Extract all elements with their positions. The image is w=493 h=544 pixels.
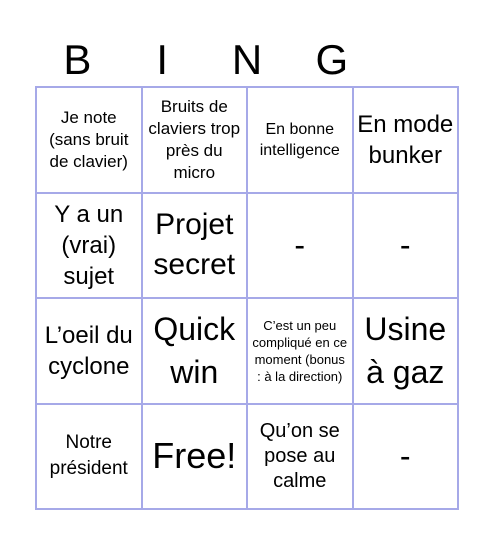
bingo-board	[35, 86, 459, 510]
bingo-cell[interactable]: Qu’on se pose au calme	[248, 405, 352, 509]
bingo-cell[interactable]: Y a un (vrai) sujet	[37, 194, 141, 298]
bingo-cell[interactable]: Quick win	[143, 299, 247, 403]
bingo-cell[interactable]: Free!	[143, 405, 247, 509]
bingo-cell[interactable]: En bonne intelligence	[248, 88, 352, 192]
bingo-cell[interactable]: L’oeil du cyclone	[37, 299, 141, 403]
bingo-cell[interactable]: Notre président	[37, 405, 141, 509]
bingo-cell[interactable]: Usine à gaz	[354, 299, 458, 403]
bingo-header	[35, 34, 459, 86]
bingo-cell[interactable]: En mode bunker	[354, 88, 458, 192]
header-letter-n: N	[231, 36, 263, 83]
bingo-cell[interactable]: Bruits de claviers trop près du micro	[143, 88, 247, 192]
bingo-cell[interactable]: Projet secret	[143, 194, 247, 298]
bingo-cell[interactable]: -	[248, 194, 352, 298]
bingo-cell[interactable]: C’est un peu compliqué en ce moment (bonus : à la direction)	[248, 299, 352, 403]
bingo-cell[interactable]: -	[354, 194, 458, 298]
header-letter-g: G	[315, 36, 349, 83]
header-letter-b: B	[63, 36, 92, 83]
header-letter-i: I	[156, 36, 169, 83]
bingo-cell[interactable]: Je note (sans bruit de clavier)	[37, 88, 141, 192]
header-letter-o	[374, 34, 459, 86]
bingo-cell[interactable]: -	[354, 405, 458, 509]
